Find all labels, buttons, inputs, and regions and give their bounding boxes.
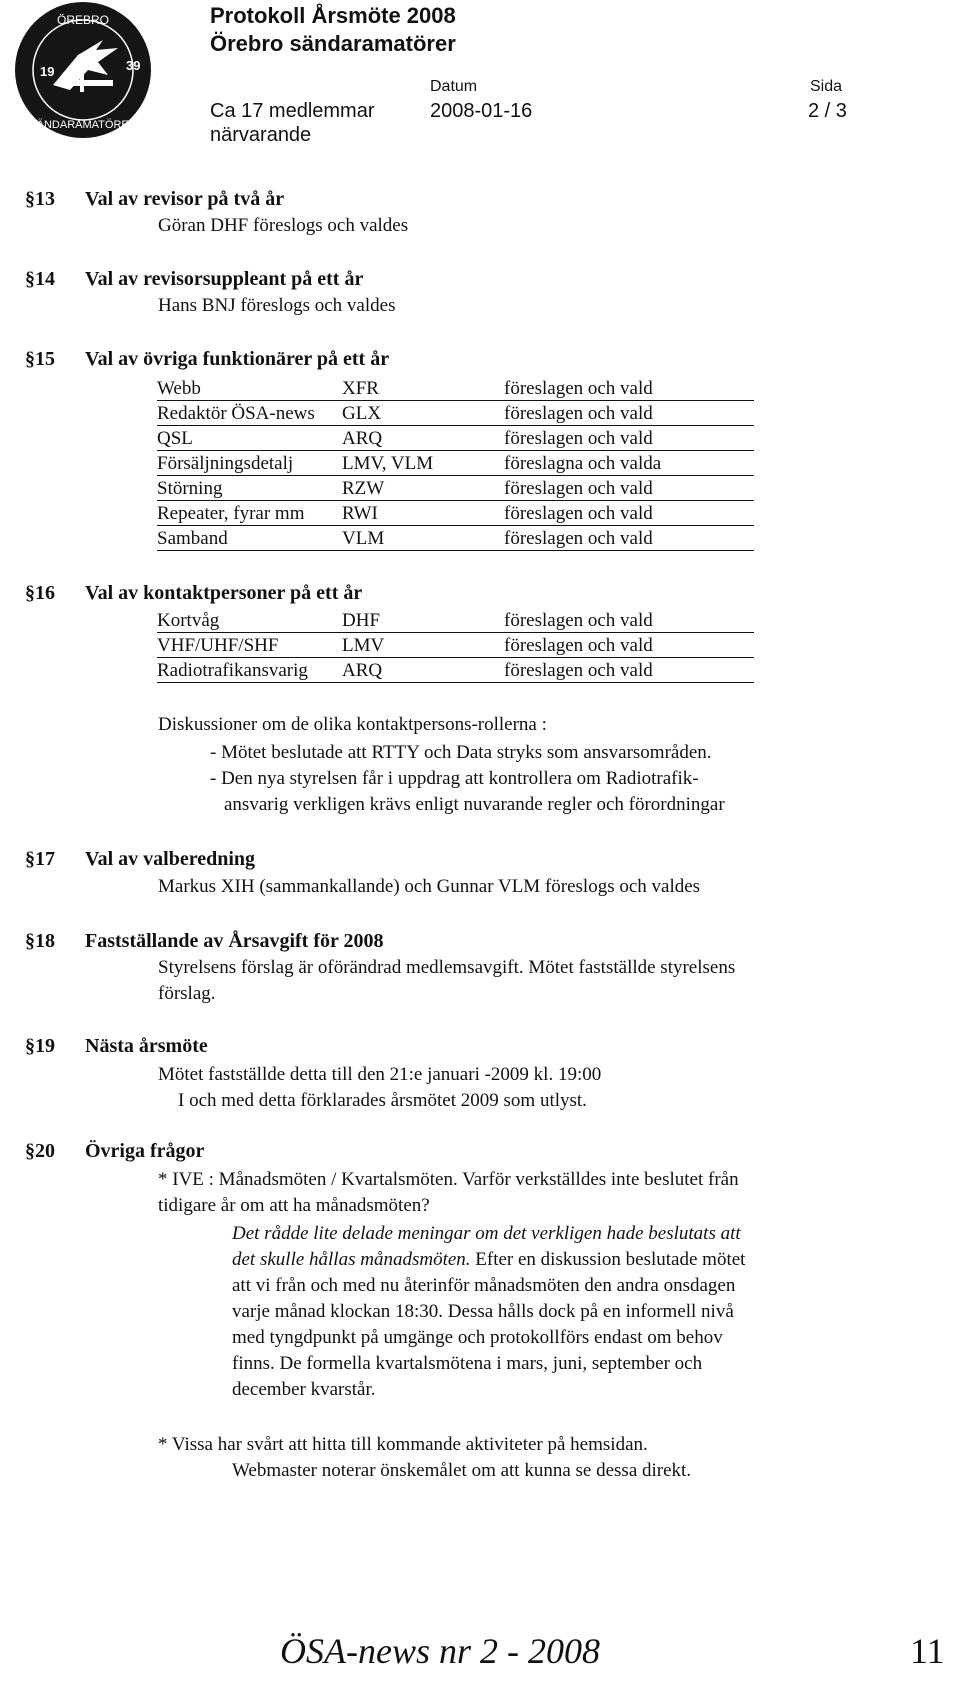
status-cell: föreslagen och vald: [488, 610, 754, 633]
section-heading: Val av valberedning: [85, 848, 256, 870]
role-cell: Redaktör ÖSA-news: [157, 403, 342, 426]
item-text: att vi från och med nu återinför månadsmöten den andra onsdagen: [232, 1275, 736, 1296]
status-cell: föreslagen och vald: [488, 635, 754, 658]
table-row: [157, 428, 754, 452]
status-cell: föreslagen och vald: [488, 660, 754, 683]
section-text: Göran DHF föreslogs och valdes: [158, 215, 409, 236]
status-cell: föreslagen och vald: [488, 428, 754, 451]
section-heading: Nästa årsmöte: [85, 1035, 208, 1057]
section-text: Hans BNJ föreslogs och valdes: [158, 295, 396, 316]
attendance-line2: närvarande: [210, 124, 312, 146]
role-cell: Repeater, fyrar mm: [157, 503, 342, 526]
role-cell: Samband: [157, 528, 342, 551]
section-heading: Val av revisorsuppleant på ett år: [85, 268, 364, 290]
role-cell: Radiotrafikansvarig: [157, 660, 342, 683]
section-number: §14: [25, 268, 55, 290]
table-row: [157, 378, 754, 402]
item-text: Webmaster noterar önskemålet om att kunna se dessa direkt.: [232, 1460, 692, 1481]
discussion-bullet: - Den nya styrelsen får i uppdrag att kontrollera om Radiotrafik-: [210, 768, 699, 789]
attendance: Ca 17 medlemmar: [210, 100, 375, 122]
callsign-cell: VLM: [342, 528, 488, 551]
table-row: [157, 528, 754, 552]
normal-part: Efter en diskussion beslutade mötet: [470, 1249, 746, 1270]
item-text: december kvarstår.: [232, 1379, 376, 1400]
status-cell: föreslagna och valda: [488, 453, 754, 476]
callsign-cell: RZW: [342, 478, 488, 501]
discussion-bullet: - Mötet beslutade att RTTY och Data stryks som ansvarsområden.: [210, 742, 712, 763]
table-row: [157, 403, 754, 427]
section-number: §16: [25, 582, 55, 604]
item-text: * Vissa har svårt att hitta till kommande aktiviteter på hemsidan.: [158, 1434, 648, 1455]
table-row: [157, 453, 754, 477]
item-text: finns. De formella kvartalsmötena i mars, juni, september och: [232, 1353, 703, 1374]
section-heading: Fastställande av Årsavgift för 2008: [85, 930, 384, 952]
footer-page-number: 11: [910, 1631, 945, 1671]
status-cell: föreslagen och vald: [488, 403, 754, 426]
footer-publication: ÖSA-news nr 2 - 2008: [280, 1631, 600, 1671]
section-number: §17: [25, 848, 55, 870]
callsign-cell: XFR: [342, 378, 488, 401]
table-row: [157, 660, 754, 684]
section-text: Styrelsens förslag är oförändrad medlemsavgift. Mötet fastställde styrelsens: [158, 957, 736, 978]
callsign-cell: ARQ: [342, 428, 488, 451]
page-label: Sida: [810, 78, 843, 95]
section-number: §20: [25, 1140, 55, 1162]
role-cell: Försäljningsdetalj: [157, 453, 342, 476]
section-heading: Val av revisor på två år: [85, 188, 285, 210]
section-heading: Val av övriga funktionärer på ett år: [85, 348, 390, 370]
club-logo: [8, 0, 158, 140]
italic-part: det skulle hållas månadsmöten.: [232, 1249, 471, 1270]
role-cell: Störning: [157, 478, 342, 501]
role-cell: Kortvåg: [157, 610, 342, 633]
callsign-cell: LMV, VLM: [342, 453, 488, 476]
item-text-italic: Det rådde lite delade meningar om det verkligen hade beslutats att: [232, 1223, 741, 1244]
callsign-cell: GLX: [342, 403, 488, 426]
section-text: I och med detta förklarades årsmötet 2009 som utlyst.: [178, 1090, 587, 1111]
page-value: 2 / 3: [808, 100, 847, 122]
date-value: 2008-01-16: [430, 100, 533, 122]
item-text: tidigare år om att ha månadsmöten?: [158, 1195, 430, 1216]
role-cell: Webb: [157, 378, 342, 401]
callsign-cell: ARQ: [342, 660, 488, 683]
discussion-bullet-cont: ansvarig verkligen krävs enligt nuvarande regler och förordningar: [224, 794, 725, 815]
section-text: Mötet fastställde detta till den 21:e januari -2009 kl. 19:00: [158, 1064, 602, 1085]
callsign-cell: LMV: [342, 635, 488, 658]
logo-year-left: 19: [40, 64, 55, 79]
item-text: med tyngdpunkt på umgänge och protokollförs endast om behov: [232, 1327, 723, 1348]
role-cell: QSL: [157, 428, 342, 451]
table-row: [157, 610, 754, 634]
logo-text-top: ÖREBRO: [56, 13, 110, 27]
section-number: §15: [25, 348, 55, 370]
callsign-cell: DHF: [342, 610, 488, 633]
section-heading: Val av kontaktpersoner på ett år: [85, 582, 363, 604]
table-row: [157, 635, 754, 659]
item-text: varje månad klockan 18:30. Dessa hålls dock på en informell nivå: [232, 1301, 734, 1322]
document-title: Protokoll Årsmöte 2008: [210, 3, 456, 28]
section-text: förslag.: [158, 983, 216, 1004]
table-row: [157, 503, 754, 527]
item-text-mixed: [232, 1247, 745, 1273]
section-heading: Övriga frågor: [85, 1140, 205, 1162]
status-cell: föreslagen och vald: [488, 528, 754, 551]
date-label: Datum: [430, 78, 478, 95]
role-cell: VHF/UHF/SHF: [157, 635, 342, 658]
section-number: §18: [25, 930, 55, 952]
section-number: §13: [25, 188, 55, 210]
discussion-intro: Diskussioner om de olika kontaktpersons-rollerna :: [158, 714, 547, 735]
section-number: §19: [25, 1035, 55, 1057]
table-row: [157, 478, 754, 502]
club-name: Örebro sändaramatörer: [210, 31, 456, 56]
logo-text-bottom: SÄNDARAMATÖRER: [29, 119, 137, 131]
item-text: * IVE : Månadsmöten / Kvartalsmöten. Varför verkställdes inte beslutet från: [158, 1169, 739, 1190]
callsign-cell: RWI: [342, 503, 488, 526]
status-cell: föreslagen och vald: [488, 378, 754, 401]
section-text: Markus XIH (sammankallande) och Gunnar VLM föreslogs och valdes: [158, 876, 701, 897]
status-cell: föreslagen och vald: [488, 503, 754, 526]
status-cell: föreslagen och vald: [488, 478, 754, 501]
logo-year-right: 39: [126, 58, 141, 73]
